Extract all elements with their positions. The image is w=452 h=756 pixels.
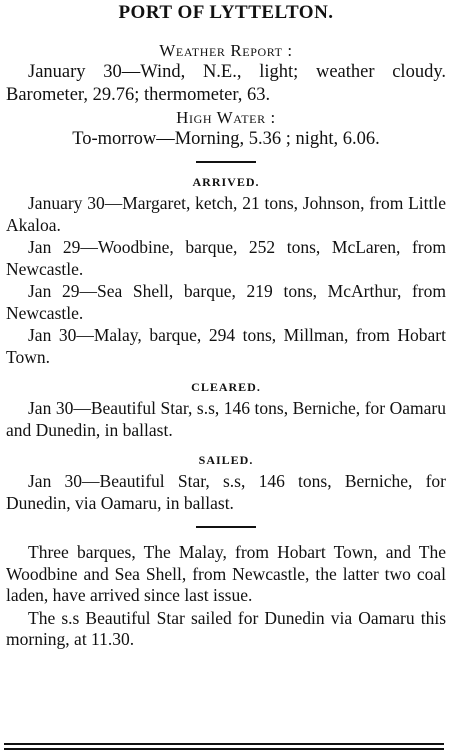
newspaper-column: [0, 2, 452, 756]
section-divider: [196, 161, 256, 163]
column-end-rule: [4, 740, 444, 750]
arrived-heading: ARRIVED.: [192, 175, 260, 189]
shipping-note: Three barques, The Malay, from Hobart Town, and The Woodbine and Sea Shell, from Newcastle, the latter two coal laden, have arrived since last issue.: [6, 542, 446, 605]
arrived-entry: Jan 29—Sea Shell, barque, 219 tons, McArthur, from Newcastle.: [6, 281, 446, 323]
cleared-heading: CLEARED.: [191, 380, 261, 394]
weather-report-heading: Weather Report :: [159, 41, 293, 60]
sailed-entry: Jan 30—Beautiful Star, s.s, 146 tons, Berniche, for Dunedin, via Oamaru, in ballast.: [6, 471, 446, 513]
cleared-entry: Jan 30—Beautiful Star, s.s, 146 tons, Berniche, for Oamaru and Dunedin, in ballast.: [6, 398, 446, 440]
section-divider: [196, 526, 256, 528]
arrived-entry: Jan 29—Woodbine, barque, 252 tons, McLaren, from Newcastle.: [6, 237, 446, 279]
sailed-heading: SAILED.: [198, 453, 254, 467]
page-title: PORT OF LYTTELTON.: [118, 2, 334, 23]
high-water-heading: High Water :: [176, 108, 276, 127]
high-water-text: To-morrow—Morning, 5.36 ; night, 6.06.: [72, 129, 380, 149]
weather-report-text: January 30—Wind, N.E., light; weather cloudy. Barometer, 29.76; thermometer, 63.: [6, 62, 446, 105]
arrived-entry: Jan 30—Malay, barque, 294 tons, Millman, from Hobart Town.: [6, 325, 446, 367]
arrived-entry: January 30—Margaret, ketch, 21 tons, Johnson, from Little Akaloa.: [6, 193, 446, 235]
shipping-note: The s.s Beautiful Star sailed for Dunedin via Oamaru this morning, at 11.30.: [6, 607, 446, 649]
